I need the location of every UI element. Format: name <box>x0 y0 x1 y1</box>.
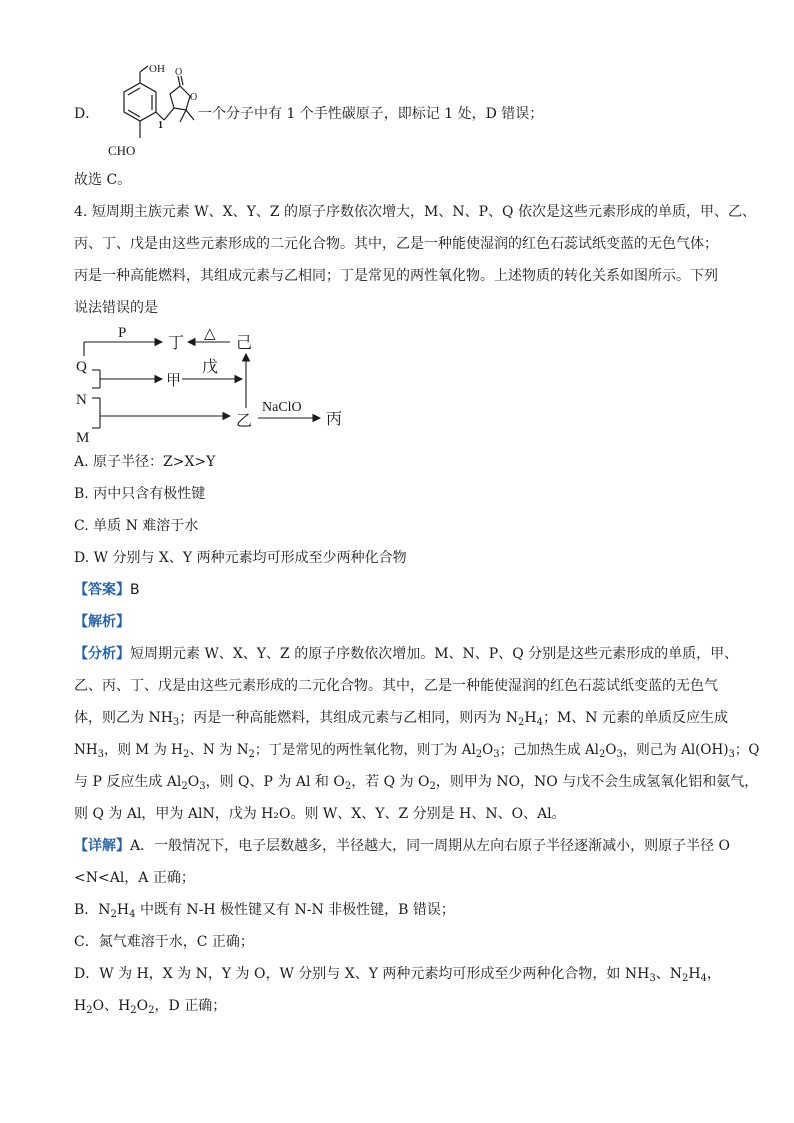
detail-line-d2: $H_2O$、$H_2O_2$，D 正确； <box>74 998 227 1016</box>
detail-tag: 【详解】 <box>74 838 130 854</box>
analysis-tag: 【解析】 <box>74 614 130 630</box>
chiral-mark: 1 <box>158 120 163 131</box>
answer-tag: 【答案】 <box>74 582 130 598</box>
diagram-jia: 甲 <box>166 373 182 389</box>
analysis-line-6: 则 Q 为 Al，甲为 AlN，戊为 H₂O。则 W、X、Y、Z 分别是 H、N、O、Al。 <box>74 806 566 822</box>
option-d-text: 一个分子中有 1 个手性碳原子，即标记 1 处，D 错误； <box>198 106 544 122</box>
analysis-line-2: 乙、丙、丁、戊是由这些元素形成的二元化合物。其中，乙是一种能使湿润的红色石蕊试纸变蓝的无色气 <box>74 678 718 694</box>
diagram-yi: 乙 <box>236 413 253 430</box>
detail-text-a1: A．一般情况下，电子层数越多，半径越大，同一周期从左向右原子半径逐渐减小，则原子半径 O <box>130 838 731 854</box>
option-d: D. W 分别与 X、Y 两种元素均可形成至少两种化合物 <box>74 550 407 566</box>
analysis-line-5: 与 P 反应生成 $Al_2O_3$，则 Q、P 为 Al 和 $O_2$，若 Q 为 $O_2$，则甲为 NO，NO 与戊不会生成氢氧化铝和氨气， <box>74 774 759 792</box>
detail-line-c: C．氮气难溶于水，C 正确； <box>74 934 254 950</box>
detail-line-d1: D．W 为 H，X 为 N，Y 为 O，W 分别与 X、Y 两种元素均可形成至少两种化合物，如 $NH_3$、$N_2H_4$， <box>74 966 721 984</box>
answer-value: B <box>130 582 140 598</box>
diagram-heat: △ <box>204 326 216 342</box>
question-line-1: 4. 短周期主族元素 W、X、Y、Z 的原子序数依次增大，M、N、P、Q 依次是这些元素形成的单质，甲、乙、 <box>74 204 756 220</box>
detail-line-a2: <N<Al，A 正确； <box>74 870 195 886</box>
analysis-line-3: 体，则乙为 $NH_3$；丙是一种高能燃料，其组成元素与乙相同，则丙为 $N_2H_4$；M、N 元素的单质反应生成 <box>74 710 729 728</box>
question-line-2: 丙、丁、戊是由这些元素形成的二元化合物。其中，乙是一种能使湿润的红色石蕊试纸变蓝的无色气体； <box>74 236 718 252</box>
diagram-naclo: NaClO <box>262 400 302 415</box>
diagram-q: Q <box>76 359 87 375</box>
diagram-ji: 己 <box>236 335 253 352</box>
diagram-n: N <box>76 392 87 408</box>
diagram-bing: 丙 <box>326 411 343 428</box>
detail-line-b: B．$N_2H_4$ 中既有 N-H 极性键又有 N-N 非极性键，B 错误； <box>74 902 455 920</box>
cho-label: CHO <box>108 143 136 158</box>
question-line-4: 说法错误的是 <box>74 300 158 316</box>
detail-line-a1 <box>74 836 730 856</box>
option-c: C. 单质 N 难溶于水 <box>74 518 199 534</box>
answer-line <box>74 580 140 600</box>
question-line-3: 丙是一种高能燃料，其组成元素与乙相同；丁是常见的两性氧化物。上述物质的转化关系如图所示。下列 <box>74 268 718 284</box>
ketone-o-label: O <box>175 67 183 78</box>
diagram-m: M <box>76 430 90 446</box>
ring-o-label: O <box>190 92 198 103</box>
analysis-line-1 <box>74 644 738 664</box>
diagram-p: P <box>118 325 127 341</box>
analysis-heading <box>74 612 130 632</box>
diagram-ding: 丁 <box>168 335 185 352</box>
conclusion: 故选 C。 <box>74 172 132 188</box>
option-d-label: D． <box>74 106 100 122</box>
option-a: A. 原子半径：Z>X>Y <box>74 454 216 470</box>
diagram-wu: 戊 <box>202 359 219 376</box>
analysis-sub-tag: 【分析】 <box>74 646 130 662</box>
molecule-structure <box>100 62 210 164</box>
option-b: B. 丙中只含有极性键 <box>74 486 206 502</box>
conversion-diagram <box>70 318 370 450</box>
analysis-line-4: $NH_3$，则 M 为 $H_2$、N 为 $N_2$；丁是常见的两性氧化物，则丁为 $Al_2O_3$；己加热生成 $Al_2O_3$，则己为 $Al(OH)_3$；Q <box>74 742 760 760</box>
oh-label: OH <box>149 63 165 75</box>
analysis-text-1: 短周期元素 W、X、Y、Z 的原子序数依次增加。M、N、P、Q 分别是这些元素形成的单质，甲、 <box>130 646 739 662</box>
